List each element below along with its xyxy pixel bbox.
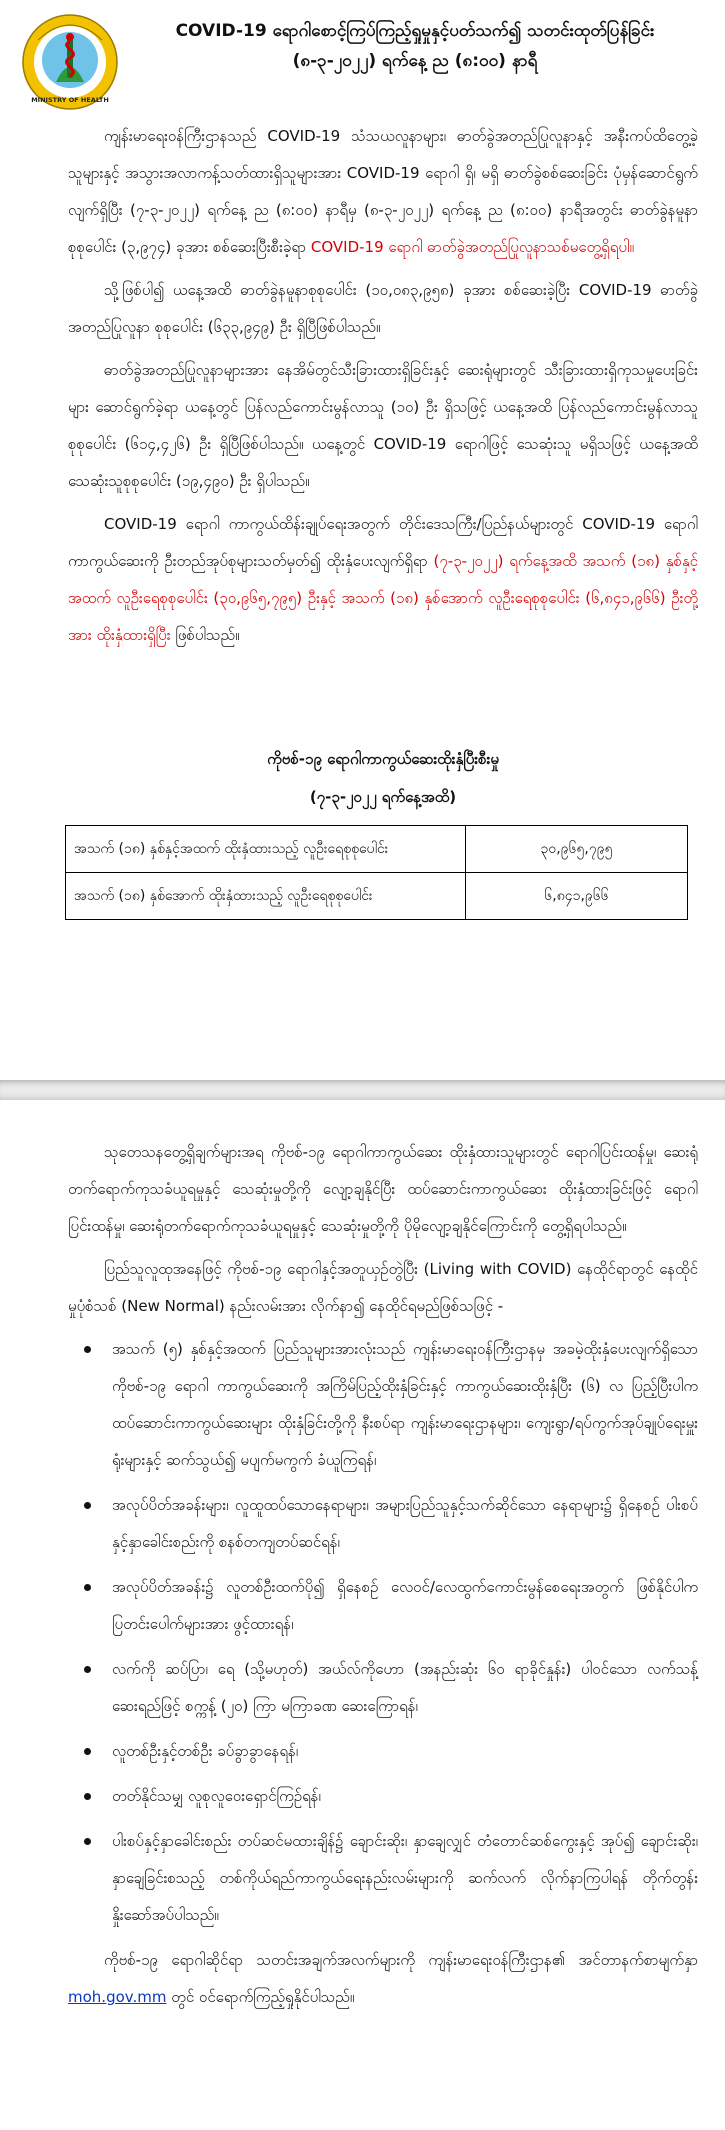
title-line-2: (၈-၃-၂၀၂၂) ရက်နေ့ ည (၈:၀၀) နာရီ: [292, 51, 538, 71]
website-link[interactable]: moh.gov.mm: [68, 1988, 167, 2006]
testing-paragraph: [68, 118, 698, 266]
research-paragraph: သုတေသနတွေ့ရှိချက်များအရ ကိုဗစ်-၁၉ ရောဂါကာကွယ်ဆေး ထိုးနှံထားသူများတွင် ရောဂါပြင်းထန်မှု၊ ဆေးရုံတက်ရောက်ကုသခံယူရမှုနှင့် သေဆုံးမှုတို့ကို လျော့ချနိုင်ပြီး ထပ်ဆောင်းကာကွယ်ဆေး ထိုးနှံထားခြင်းဖြင့် ရောဂါပြင်းထန်မှု၊ ဆေးရုံတက်ရောက်ကုသခံယူရမှုနှင့် သေဆုံးမှုတို့ကို ပိုမိုလျော့ချနိုင်ကြောင်းကို တွေ့ရှိရပါသည်။: [68, 1143, 698, 1235]
report-body: [68, 118, 698, 660]
document-title: [130, 16, 700, 76]
website-tail-text: တွင် ဝင်ရောက်ကြည့်ရှုနိုင်ပါသည်။: [166, 1988, 355, 2006]
table-row: [66, 826, 688, 873]
no-new-cases-text: COVID-19 ရောဂါ ဓာတ်ခွဲအတည်ပြုလူနာသစ်မတွေ့ရှိရပါ။: [310, 238, 635, 256]
table-cell-label: အသက် (၁၈) နှစ်နှင့်အထက် ထိုးနှံထားသည့် လူဦးရေစုစုပေါင်း: [66, 826, 466, 873]
vaccine-table: [65, 825, 688, 920]
list-item: အလုပ်ပိတ်အခန်းများ၊ လူထူထပ်သောနေရာများ၊ အများပြည်သူနှင့်သက်ဆိုင်သော နေရာများ၌ ရှိနေစဉ် ပါးစပ်နှင့်နှာခေါင်းစည်းကို စနစ်တကျတပ်ဆင်ရန်၊: [112, 1487, 698, 1561]
list-item: အသက် (၅) နှစ်နှင့်အထက် ပြည်သူများအားလုံးသည် ကျန်းမာရေးဝန်ကြီးဌာနမှ အခမဲ့ထိုးနှံပေးလျက်ရှိသော ကိုဗစ်-၁၉ ရောဂါ ကာကွယ်ဆေးကို အကြိမ်ပြည့်ထိုးနှံခြင်းနှင့် ကာကွယ်ဆေးထိုးနှံပြီး (၆) လ ပြည့်ပြီးပါက ထပ်ဆောင်းကာကွယ်ဆေးများ ထိုးနှံခြင်းတို့ကို နီးစပ်ရာ ကျန်းမာရေးဌာနများ၊ ကျေးရွာ/ရပ်ကွက်အုပ်ချုပ်ရေးမှူးရုံးများနှင့် ဆက်သွယ်၍ မပျက်မကွက် ခံယူကြရန်၊: [112, 1331, 698, 1479]
website-text: ကိုဗစ်-၁၉ ရောဂါဆိုင်ရာ သတင်းအချက်အလက်များကို ကျန်းမာရေးဝန်ကြီးဌာန၏ အင်တာနက်စာမျက်နှာ: [104, 1951, 698, 1969]
list-item: ပါးစပ်နှင့်နှာခေါင်းစည်း တပ်ဆင်မထားချိန်၌ ချောင်းဆိုး၊ နှာချေလျှင် တံတောင်ဆစ်ကွေးနှင့် အုပ်၍ ချောင်းဆိုး၊ နှာချေခြင်းစသည့် တစ်ကိုယ်ရည်ကာကွယ်ရေးနည်းလမ်းများကို ဆက်လက် လိုက်နာကြပါရန် တိုက်တွန်းနှိုးဆော်အပ်ပါသည်။: [112, 1823, 698, 1934]
totals-paragraph: သို့ဖြစ်ပါ၍ ယနေ့အထိ ဓာတ်ခွဲနမူနာစုစုပေါင်း (၁၀,၀၈၃,၉၅၈) ခုအား စစ်ဆေးခဲ့ပြီး COVID-19 ဓာတ်ခွဲအတည်ပြုလူနာ စုစုပေါင်း (၆၃၃,၉၄၉) ဦး ရှိပြီဖြစ်ပါသည်။: [68, 281, 698, 336]
vaccination-paragraph: [68, 506, 698, 654]
list-item: အလုပ်ပိတ်အခန်း၌ လူတစ်ဦးထက်ပို၍ ရှိနေစဉ် လေဝင်/လေထွက်ကောင်းမွန်စေရေးအတွက် ဖြစ်နိုင်ပါက ပြတင်းပေါက်များအား ဖွင့်ထားရန်၊: [112, 1569, 698, 1643]
page-separator: [0, 1080, 725, 1100]
ministry-of-health-logo-icon: [20, 12, 120, 112]
vaccine-table-heading: [68, 740, 698, 816]
vaccine-table-date: (၇-၃-၂၀၂၂ ရက်နေ့အထိ): [309, 788, 457, 806]
table-row: [66, 873, 688, 920]
title-line-1: COVID-19 ရောဂါစောင့်ကြပ်ကြည့်ရှုမှုနှင့်ပတ်သက်၍ သတင်းထုတ်ပြန်ခြင်း: [175, 21, 655, 41]
advice-body: [68, 1134, 698, 2022]
vaccination-text: COVID-19 ရောဂါ ကာကွယ်ထိန်းချုပ်ရေးအတွက် တိုင်းဒေသကြီး/ပြည်နယ်များတွင် COVID-19 ရောဂါကာကွယ်ဆေးကို ဦးတည်အုပ်စုများသတ်မှတ်၍ ထိုးနှံပေးလျက်ရှိရာ: [68, 515, 698, 570]
new-normal-paragraph: ပြည်သူလူထုအနေဖြင့် ကိုဗစ်-၁၉ ရောဂါနှင့်အတူယှဉ်တွဲပြီး (Living with COVID) နေထိုင်ရာတွင် နေထိုင်မှုပုံစံသစ် (New Normal) နည်းလမ်းအား လိုက်နာ၍ နေထိုင်ရမည်ဖြစ်သဖြင့် -: [68, 1260, 698, 1315]
table-cell-value: ၃၀,၉၆၅,၇၉၅: [466, 826, 688, 873]
page-two: [0, 1100, 725, 2130]
recovery-paragraph: ဓာတ်ခွဲအတည်ပြုလူနာများအား နေအိမ်တွင်သီးခြားထားရှိခြင်းနှင့် ဆေးရုံများတွင် သီးခြားထားရှိကုသမှုပေးခြင်းများ ဆောင်ရွက်ခဲ့ရာ ယနေ့တွင် ပြန်လည်ကောင်းမွန်လာသူ (၁၀) ဦး ရှိသဖြင့် ယနေ့အထိ ပြန်လည်ကောင်းမွန်လာသူ စုစုပေါင်း (၆၁၄,၄၂၆) ဦး ရှိပြီဖြစ်ပါသည်။ ယနေ့တွင် COVID-19 ရောဂါဖြင့် သေဆုံးသူ မရှိသဖြင့် ယနေ့အထိ သေဆုံးသူစုစုပေါင်း (၁၉,၄၉၀) ဦး ရှိပါသည်။: [68, 361, 698, 490]
list-item: လူတစ်ဦးနှင့်တစ်ဦး ခပ်ခွာခွာနေရန်၊: [112, 1733, 698, 1770]
vaccination-totals-text: (၇-၃-၂၀၂၂) ရက်နေ့အထိ အသက် (၁၈) နှစ်နှင့်အထက် လူဦးရေစုစုပေါင်း (၃၀,၉၆၅,၇၉၅) ဦးနှင့် အသက် (၁၈) နှစ်အောက် လူဦးရေစုစုပေါင်း (၆,၈၄၁,၉၆၆) ဦးတို့အား ထိုးနှံထားရှိပြီး: [68, 552, 698, 644]
advice-list: [68, 1331, 698, 1934]
testing-text: ကျန်းမာရေးဝန်ကြီးဌာနသည် COVID-19 သံသယလူနာများ၊ ဓာတ်ခွဲအတည်ပြုလူနာနှင့် အနီးကပ်ထိတွေ့ခဲ့သူများနှင့် အသွားအလာကန့်သတ်ထားရှိသူများအား COVID-19 ရောဂါ ရှိ၊ မရှိ ဓာတ်ခွဲစစ်ဆေးခြင်း ပုံမှန်ဆောင်ရွက်လျက်ရှိပြီး (၇-၃-၂၀၂၂) ရက်နေ့ ည (၈:၀၀) နာရီမှ (၈-၃-၂၀၂၂) ရက်နေ့ ည (၈:၀၀) နာရီအတွင်း ဓာတ်ခွဲနမူနာစုစုပေါင်း (၃,၉၇၄) ခုအား စစ်ဆေးပြီးစီးခဲ့ရာ: [68, 127, 698, 256]
website-paragraph: [68, 1942, 698, 2016]
vaccination-tail-text: ဖြစ်ပါသည်။: [170, 626, 240, 644]
list-item: တတ်နိုင်သမျှ လူစုလူဝေးရှောင်ကြဉ်ရန်၊: [112, 1778, 698, 1815]
table-cell-label: အသက် (၁၈) နှစ်အောက် ထိုးနှံထားသည့် လူဦးရေစုစုပေါင်း: [66, 873, 466, 920]
list-item: လက်ကို ဆပ်ပြာ၊ ရေ (သို့မဟုတ်) အယ်လ်ကိုဟော (အနည်းဆုံး ၆၀ ရာခိုင်နှုန်း) ပါဝင်သော လက်သန့်ဆေးရည်ဖြင့် စက္ကန့် (၂၀) ကြာ မကြာခဏ ဆေးကြောရန်၊: [112, 1651, 698, 1725]
vaccine-table-title: ကိုဗစ်-၁၉ ရောဂါကာကွယ်ဆေးထိုးနှံပြီးစီးမှု: [267, 750, 499, 768]
logo-text: MINISTRY OF HEALTH: [31, 96, 109, 104]
table-cell-value: ၆,၈၄၁,၉၆၆: [466, 873, 688, 920]
